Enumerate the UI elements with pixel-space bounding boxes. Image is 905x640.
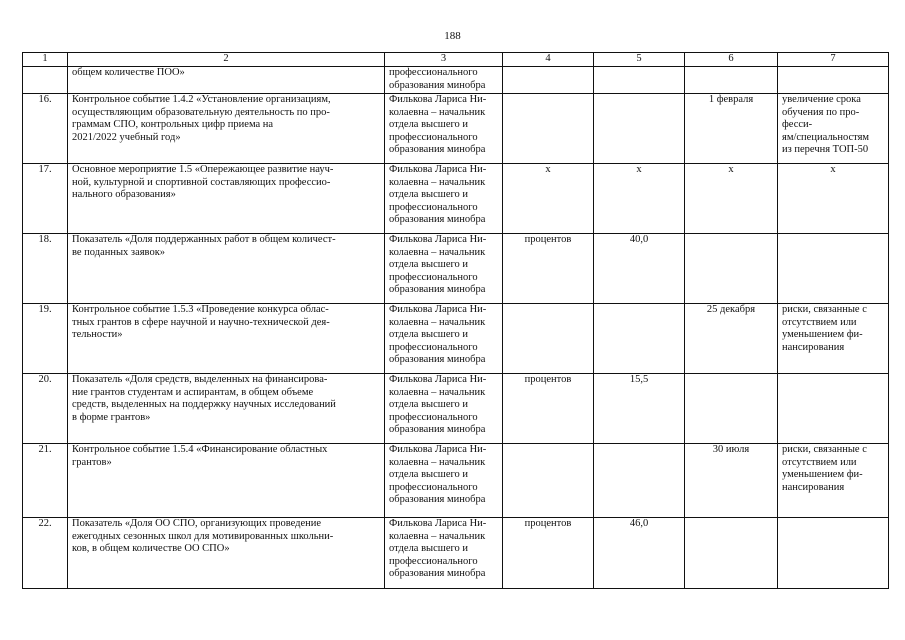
- column-header: 2: [68, 53, 385, 67]
- cell-line: увеличение срока: [782, 94, 861, 105]
- cell-text: процентов: [524, 518, 572, 529]
- event-name-cell: [68, 444, 385, 518]
- cell-line: колаевна – начальник: [389, 246, 486, 258]
- row-number-cell: [23, 304, 68, 374]
- risk-cell: [778, 164, 889, 234]
- cell-line: в форме грантов»: [72, 411, 151, 423]
- cell-line: профессионального: [389, 67, 478, 78]
- column-header: 4: [503, 53, 594, 67]
- cell-line: Основное мероприятие 1.5 «Опережающее развитие науч-: [72, 164, 334, 175]
- date-cell: [685, 94, 778, 164]
- risk-cell: [778, 67, 889, 94]
- cell-line: ков, в общем количестве ОО СПО»: [72, 543, 230, 555]
- cell-line: ям/специальностям: [782, 131, 870, 143]
- cell-text: 46,0: [629, 518, 649, 529]
- cell-line: грантов»: [72, 456, 112, 468]
- cell-text: 20.: [38, 374, 52, 385]
- table-row: [23, 94, 889, 164]
- cell-line: Филькова Лариса Ни-: [389, 234, 487, 245]
- column-header: 6: [685, 53, 778, 67]
- cell-line: отдела высшего и: [389, 399, 469, 411]
- cell-line: ной, культурной и спортивной составляющих профессио-: [72, 176, 331, 188]
- column-header: 5: [594, 53, 685, 67]
- cell-line: нального образования»: [72, 189, 176, 201]
- value-cell: [594, 518, 685, 589]
- unit-cell: [503, 518, 594, 589]
- cell-line: ние грантов студентам и аспирантам, в общем объеме: [72, 386, 314, 398]
- date-cell: [685, 374, 778, 444]
- cell-line: отсутствием или: [782, 316, 857, 328]
- date-cell: [685, 304, 778, 374]
- page-number: 188: [444, 30, 461, 42]
- cell-line: образования минобра: [389, 284, 486, 296]
- date-cell: [685, 518, 778, 589]
- cell-line: отсутствием или: [782, 456, 857, 468]
- cell-line: отдела высшего и: [389, 543, 469, 555]
- table-row: [23, 164, 889, 234]
- cell-line: образования минобра: [389, 494, 486, 506]
- unit-cell: [503, 164, 594, 234]
- cell-line: профессионального: [389, 271, 478, 283]
- cell-line: тельности»: [72, 329, 123, 341]
- cell-line: отдела высшего и: [389, 189, 469, 201]
- responsible-cell: [385, 94, 503, 164]
- column-header-row: [23, 53, 889, 67]
- cell-line: колаевна – начальник: [389, 316, 486, 328]
- cell-line: уменьшением фи-: [782, 329, 863, 341]
- event-name-cell: [68, 374, 385, 444]
- cell-line: колаевна – начальник: [389, 530, 486, 542]
- date-cell: [685, 164, 778, 234]
- table-row: [23, 518, 889, 589]
- cell-line: общем количестве ПОО»: [72, 67, 185, 78]
- cell-line: отдела высшего и: [389, 329, 469, 341]
- unit-cell: [503, 234, 594, 304]
- cell-line: фесси-: [782, 119, 813, 131]
- cell-line: образования минобра: [389, 144, 486, 156]
- row-number-cell: [23, 444, 68, 518]
- event-name-cell: [68, 67, 385, 94]
- column-header: 7: [778, 53, 889, 67]
- cell-line: обучения по про-: [782, 106, 860, 118]
- unit-cell: [503, 374, 594, 444]
- cell-line: профессионального: [389, 131, 478, 143]
- cell-line: отдела высшего и: [389, 119, 469, 131]
- cell-line: колаевна – начальник: [389, 106, 486, 118]
- cell-line: Контрольное событие 1.4.2 «Установление организациям,: [72, 94, 331, 105]
- row-number-cell: [23, 234, 68, 304]
- cell-line: ежегодных сезонных школ для мотивированных школьни-: [72, 530, 334, 542]
- cell-text: 1 февраля: [708, 94, 754, 105]
- cell-text: 25 декабря: [706, 304, 756, 315]
- unit-cell: [503, 304, 594, 374]
- cell-line: профессионального: [389, 411, 478, 423]
- cell-line: тных грантов в сфере научной и научно-технической дея-: [72, 316, 330, 328]
- table-row: [23, 444, 889, 518]
- responsible-cell: [385, 374, 503, 444]
- responsible-cell: [385, 67, 503, 94]
- cell-text: 19.: [38, 304, 52, 315]
- cell-line: Контрольное событие 1.5.4 «Финансирование областных: [72, 444, 328, 455]
- cell-line: Показатель «Доля поддержанных работ в общем количест-: [72, 234, 336, 245]
- cell-text: 30 июля: [712, 444, 750, 455]
- column-header: 1: [23, 53, 68, 67]
- cell-text: 15,5: [629, 374, 649, 385]
- responsible-cell: [385, 164, 503, 234]
- cell-text: х: [545, 164, 551, 175]
- cell-line: отдела высшего и: [389, 469, 469, 481]
- cell-line: колаевна – начальник: [389, 456, 486, 468]
- cell-line: колаевна – начальник: [389, 176, 486, 188]
- cell-line: Контрольное событие 1.5.3 «Проведение конкурса облас-: [72, 304, 329, 315]
- row-number-cell: [23, 518, 68, 589]
- cell-text: х: [728, 164, 734, 175]
- table-row: [23, 67, 889, 94]
- cell-line: образования минобра: [389, 214, 486, 226]
- row-number-cell: [23, 67, 68, 94]
- cell-line: осуществляющим образовательную деятельность по про-: [72, 106, 330, 118]
- cell-line: х: [830, 164, 836, 175]
- risk-cell: [778, 444, 889, 518]
- value-cell: [594, 374, 685, 444]
- cell-line: 2021/2022 учебный год»: [72, 131, 181, 143]
- cell-line: Филькова Лариса Ни-: [389, 164, 487, 175]
- table-row: [23, 234, 889, 304]
- cell-line: Филькова Лариса Ни-: [389, 444, 487, 455]
- column-header: 3: [385, 53, 503, 67]
- date-cell: [685, 444, 778, 518]
- cell-line: Показатель «Доля ОО СПО, организующих проведение: [72, 518, 322, 529]
- row-number-cell: [23, 164, 68, 234]
- responsible-cell: [385, 304, 503, 374]
- cell-line: риски, связанные с: [782, 304, 867, 315]
- risk-cell: [778, 374, 889, 444]
- event-name-cell: [68, 518, 385, 589]
- event-name-cell: [68, 164, 385, 234]
- row-number-cell: [23, 374, 68, 444]
- responsible-cell: [385, 518, 503, 589]
- cell-text: 40,0: [629, 234, 649, 245]
- cell-line: профессионального: [389, 341, 478, 353]
- value-cell: [594, 444, 685, 518]
- cell-line: Филькова Лариса Ни-: [389, 304, 487, 315]
- unit-cell: [503, 67, 594, 94]
- cell-line: колаевна – начальник: [389, 386, 486, 398]
- date-cell: [685, 67, 778, 94]
- measures-table: [22, 52, 889, 589]
- cell-text: 22.: [38, 518, 52, 529]
- value-cell: [594, 164, 685, 234]
- cell-text: 21.: [38, 444, 52, 455]
- table-row: [23, 304, 889, 374]
- unit-cell: [503, 94, 594, 164]
- cell-line: Показатель «Доля средств, выделенных на финансирова-: [72, 374, 328, 385]
- cell-text: 16.: [38, 94, 52, 105]
- responsible-cell: [385, 444, 503, 518]
- risk-cell: [778, 304, 889, 374]
- row-number-cell: [23, 94, 68, 164]
- risk-cell: [778, 518, 889, 589]
- cell-line: образования минобра: [389, 79, 486, 91]
- cell-line: Филькова Лариса Ни-: [389, 94, 487, 105]
- cell-line: отдела высшего и: [389, 259, 469, 271]
- cell-line: средств, выделенных на поддержку научных исследований: [72, 399, 336, 411]
- cell-line: образования минобра: [389, 424, 486, 436]
- table-row: [23, 374, 889, 444]
- cell-line: уменьшением фи-: [782, 469, 863, 481]
- value-cell: [594, 234, 685, 304]
- cell-line: ве поданных заявок»: [72, 246, 166, 258]
- cell-line: образования минобра: [389, 354, 486, 366]
- cell-line: нансирования: [782, 481, 845, 493]
- event-name-cell: [68, 304, 385, 374]
- risk-cell: [778, 234, 889, 304]
- cell-line: нансирования: [782, 341, 845, 353]
- cell-line: из перечня ТОП-50: [782, 144, 869, 156]
- cell-text: 17.: [38, 164, 52, 175]
- cell-line: профессионального: [389, 481, 478, 493]
- cell-text: процентов: [524, 374, 572, 385]
- value-cell: [594, 94, 685, 164]
- cell-line: риски, связанные с: [782, 444, 867, 455]
- cell-text: 18.: [38, 234, 52, 245]
- value-cell: [594, 304, 685, 374]
- cell-line: профессионального: [389, 201, 478, 213]
- event-name-cell: [68, 94, 385, 164]
- risk-cell: [778, 94, 889, 164]
- event-name-cell: [68, 234, 385, 304]
- cell-line: образования минобра: [389, 568, 486, 580]
- cell-line: Филькова Лариса Ни-: [389, 374, 487, 385]
- responsible-cell: [385, 234, 503, 304]
- date-cell: [685, 234, 778, 304]
- cell-line: профессионального: [389, 555, 478, 567]
- unit-cell: [503, 444, 594, 518]
- cell-text: процентов: [524, 234, 572, 245]
- cell-line: граммам СПО, контрольных цифр приема на: [72, 119, 274, 131]
- cell-line: Филькова Лариса Ни-: [389, 518, 487, 529]
- value-cell: [594, 67, 685, 94]
- cell-text: х: [636, 164, 642, 175]
